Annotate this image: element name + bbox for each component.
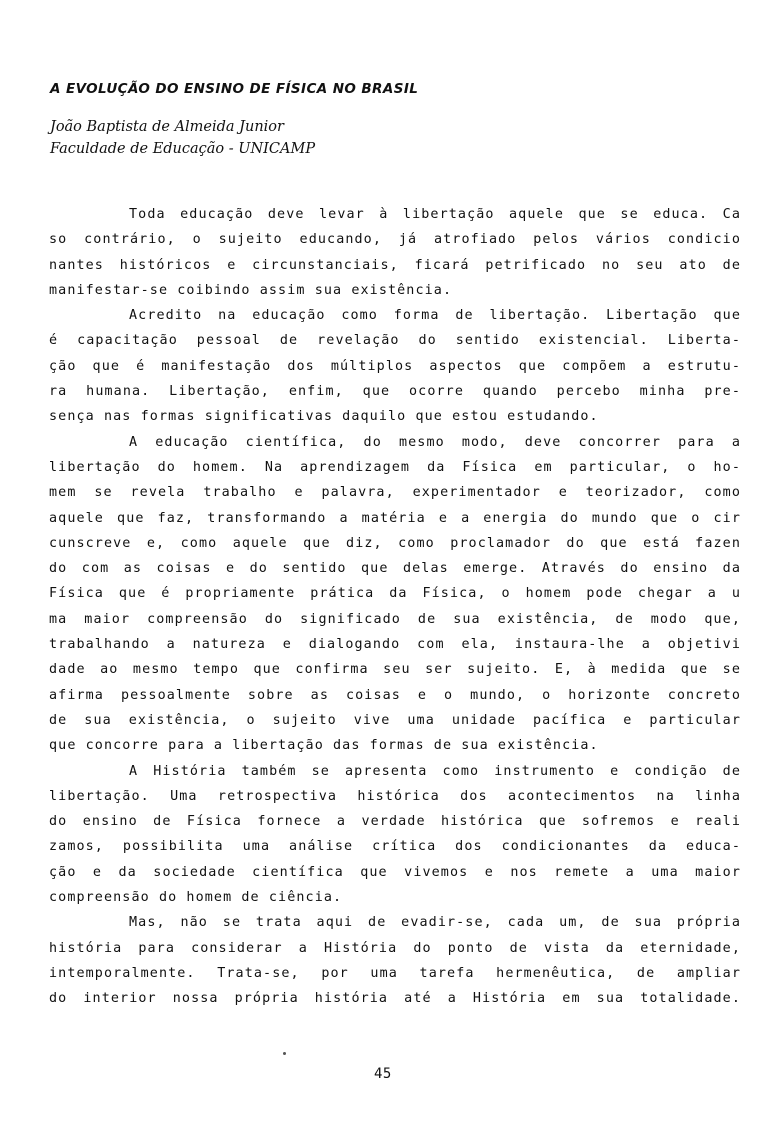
text-line: ra humana. Libertação, enfim, que ocorre quando percebo minha pre-: [49, 384, 741, 400]
text-line: manifestar-se coibindo assim sua existência.: [49, 282, 453, 298]
text-line: ção que é manifestação dos múltiplos aspectos que compõem a estrutu-: [49, 358, 741, 374]
article-header: [50, 78, 740, 160]
page-number: 45: [374, 1066, 392, 1082]
text-line: libertação do homem. Na aprendizagem da Física em particular, o ho-: [49, 459, 741, 475]
article-body: [49, 202, 741, 1012]
text-line: A História também se apresenta como instrumento e condição de: [129, 763, 741, 779]
text-line: dade ao mesmo tempo que confirma seu ser sujeito. E, à medida que se: [49, 662, 741, 678]
text-line: é capacitação pessoal de revelação do sentido existencial. Liberta-: [49, 333, 741, 349]
text-line: do com as coisas e do sentido que delas emerge. Através do ensino da: [49, 561, 741, 577]
text-line: Física que é propriamente prática da Física, o homem pode chegar a u: [49, 586, 741, 602]
text-line: do interior nossa própria história até a História em sua totalidade.: [49, 991, 741, 1007]
text-line: Acredito na educação como forma de libertação. Libertação que: [129, 308, 741, 324]
article-title: A EVOLUÇÃO DO ENSINO DE FÍSICA NO BRASIL: [50, 81, 419, 97]
text-line: ção e da sociedade científica que vivemos e nos remete a uma maior: [49, 864, 741, 880]
text-line: do ensino de Física fornece a verdade histórica que sofremos e reali: [49, 814, 741, 830]
text-line: nantes históricos e circunstanciais, ficará petrificado no seu ato de: [49, 257, 741, 273]
text-line: Mas, não se trata aqui de evadir-se, cada um, de sua própria: [129, 915, 741, 931]
text-line: trabalhando a natureza e dialogando com ela, instaura-lhe a objetivi: [49, 637, 741, 653]
text-line: afirma pessoalmente sobre as coisas e o mundo, o horizonte concreto: [49, 687, 741, 703]
text-line: cunscreve e, como aquele que diz, como proclamador do que está fazen: [49, 535, 741, 551]
scan-speck: [283, 1052, 286, 1055]
text-line: Toda educação deve levar à libertação aquele que se educa. Ca: [129, 207, 741, 222]
text-line: aquele que faz, transformando a matéria e a energia do mundo que o cir: [49, 510, 741, 526]
text-line: zamos, possibilita uma análise crítica dos condicionantes da educa-: [49, 839, 741, 855]
text-line: sença nas formas significativas daquilo que estou estudando.: [49, 409, 599, 425]
text-line: que concorre para a libertação das formas de sua existência.: [49, 738, 599, 754]
text-line: intemporalmente. Trata-se, por uma tarefa hermenêutica, de ampliar: [49, 965, 741, 981]
text-line: so contrário, o sujeito educando, já atrofiado pelos vários condicio: [49, 232, 741, 248]
text-line: de sua existência, o sujeito vive uma unidade pacífica e particular: [49, 712, 741, 728]
text-line: libertação. Uma retrospectiva histórica dos acontecimentos na linha: [49, 788, 741, 804]
text-line: história para considerar a História do ponto de vista da eternidade,: [49, 940, 741, 956]
text-line: ma maior compreensão do significado de sua existência, de modo que,: [49, 611, 741, 627]
text-line: mem se revela trabalho e palavra, experimentador e teorizador, como: [49, 485, 741, 501]
text-line: compreensão do homem de ciência.: [49, 890, 343, 906]
text-line: A educação científica, do mesmo modo, deve concorrer para a: [129, 434, 741, 450]
author-affiliation: Faculdade de Educação - UNICAMP: [50, 141, 316, 157]
author-name: João Baptista de Almeida Junior: [50, 119, 284, 135]
